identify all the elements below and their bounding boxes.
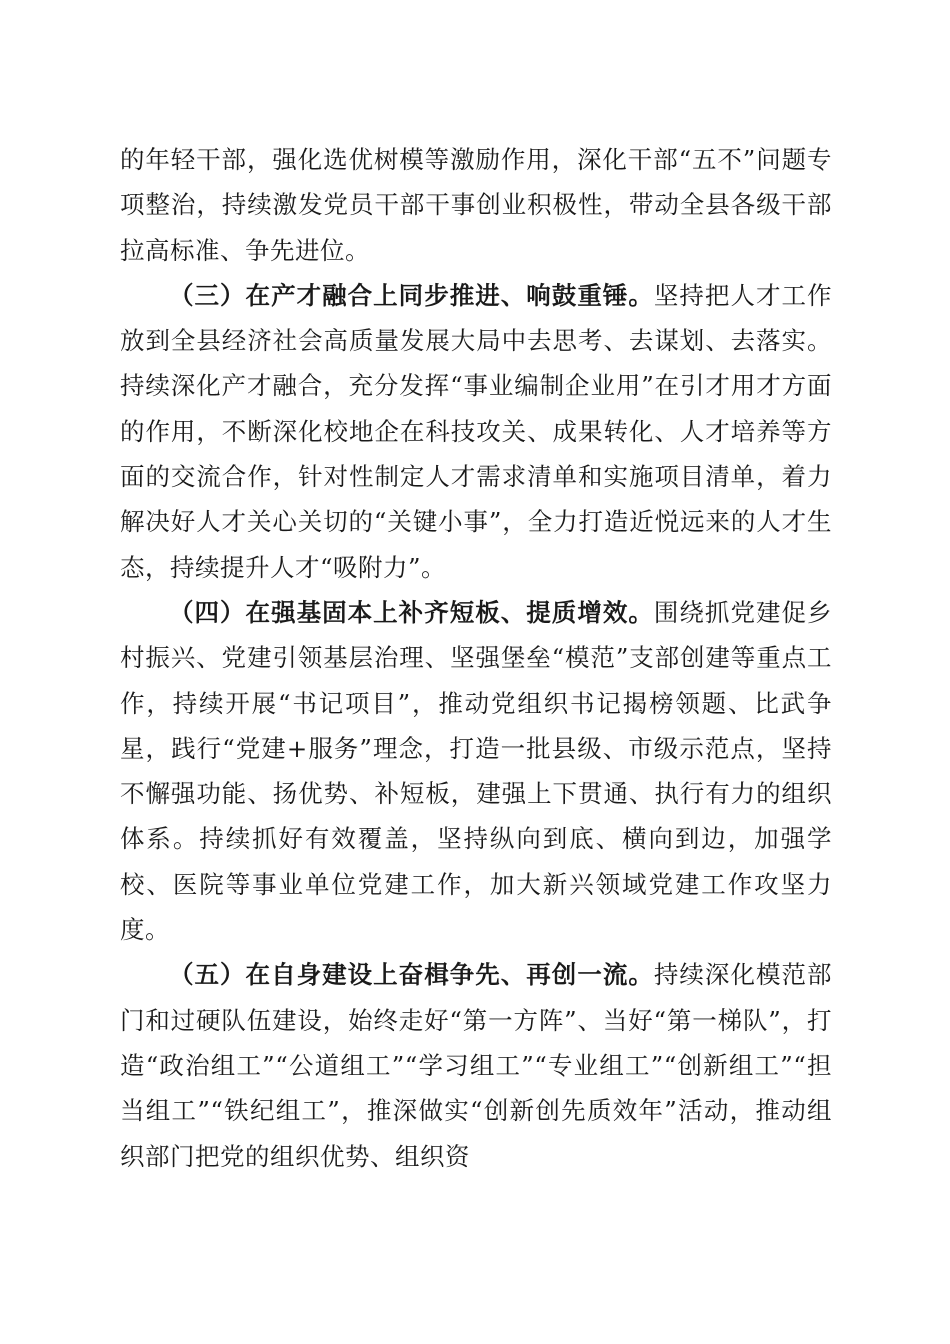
paragraph-body: 坚持把人才工作放到全县经济社会高质量发展大局中去思考、去谋划、去落实。持续深化产才融合，充分发挥“事业编制企业用”在引才用才方面的作用，不断深化校地企在科技攻关、成果转化、人才培养等方面的交流合作，针对性制定人才需求清单和实施项目清单，着力解决好人才关心关切的“关键小事”，全力打造近悦远来的人才生态，持续提升人才“吸附力”。 [120, 280, 833, 582]
document-page [120, 137, 832, 1179]
paragraph-body: 的年轻干部，强化选优树模等激励作用，深化干部“五不”问题专项整治，持续激发党员干部干事创业积极性，带动全县各级干部拉高标准、争先进位。 [120, 145, 832, 265]
paragraph-continuation [120, 137, 832, 273]
section-heading: （五）在自身建设上奋楫争先、再创一流。 [169, 960, 654, 990]
paragraph-section-4 [120, 590, 832, 952]
section-heading: （四）在强基固本上补齐短板、提质增效。 [169, 597, 654, 627]
paragraph-section-5 [120, 952, 832, 1178]
paragraph-body: 持续深化模范部门和过硬队伍建设，始终走好“第一方阵”、当好“第一梯队”，打造“政治组工”“公道组工”“学习组工”“专业组工”“创新组工”“担当组工”“铁纪组工”，推深做实“创新创先质效年”活动，推动组织部门把党的组织优势、组织资 [120, 960, 833, 1171]
paragraph-body: 围绕抓党建促乡村振兴、党建引领基层治理、坚强堡垒“模范”支部创建等重点工作，持续开展“书记项目”，推动党组织书记揭榜领题、比武争星，践行“党建+服务”理念，打造一批县级、市级示范点，坚持不懈强功能、扬优势、补短板，建强上下贯通、执行有力的组织体系。持续抓好有效覆盖，坚持纵向到底、横向到边，加强学校、医院等事业单位党建工作，加大新兴领域党建工作攻坚力度。 [120, 597, 833, 945]
paragraph-section-3 [120, 273, 832, 590]
section-heading: （三）在产才融合上同步推进、响鼓重锤。 [169, 280, 654, 310]
